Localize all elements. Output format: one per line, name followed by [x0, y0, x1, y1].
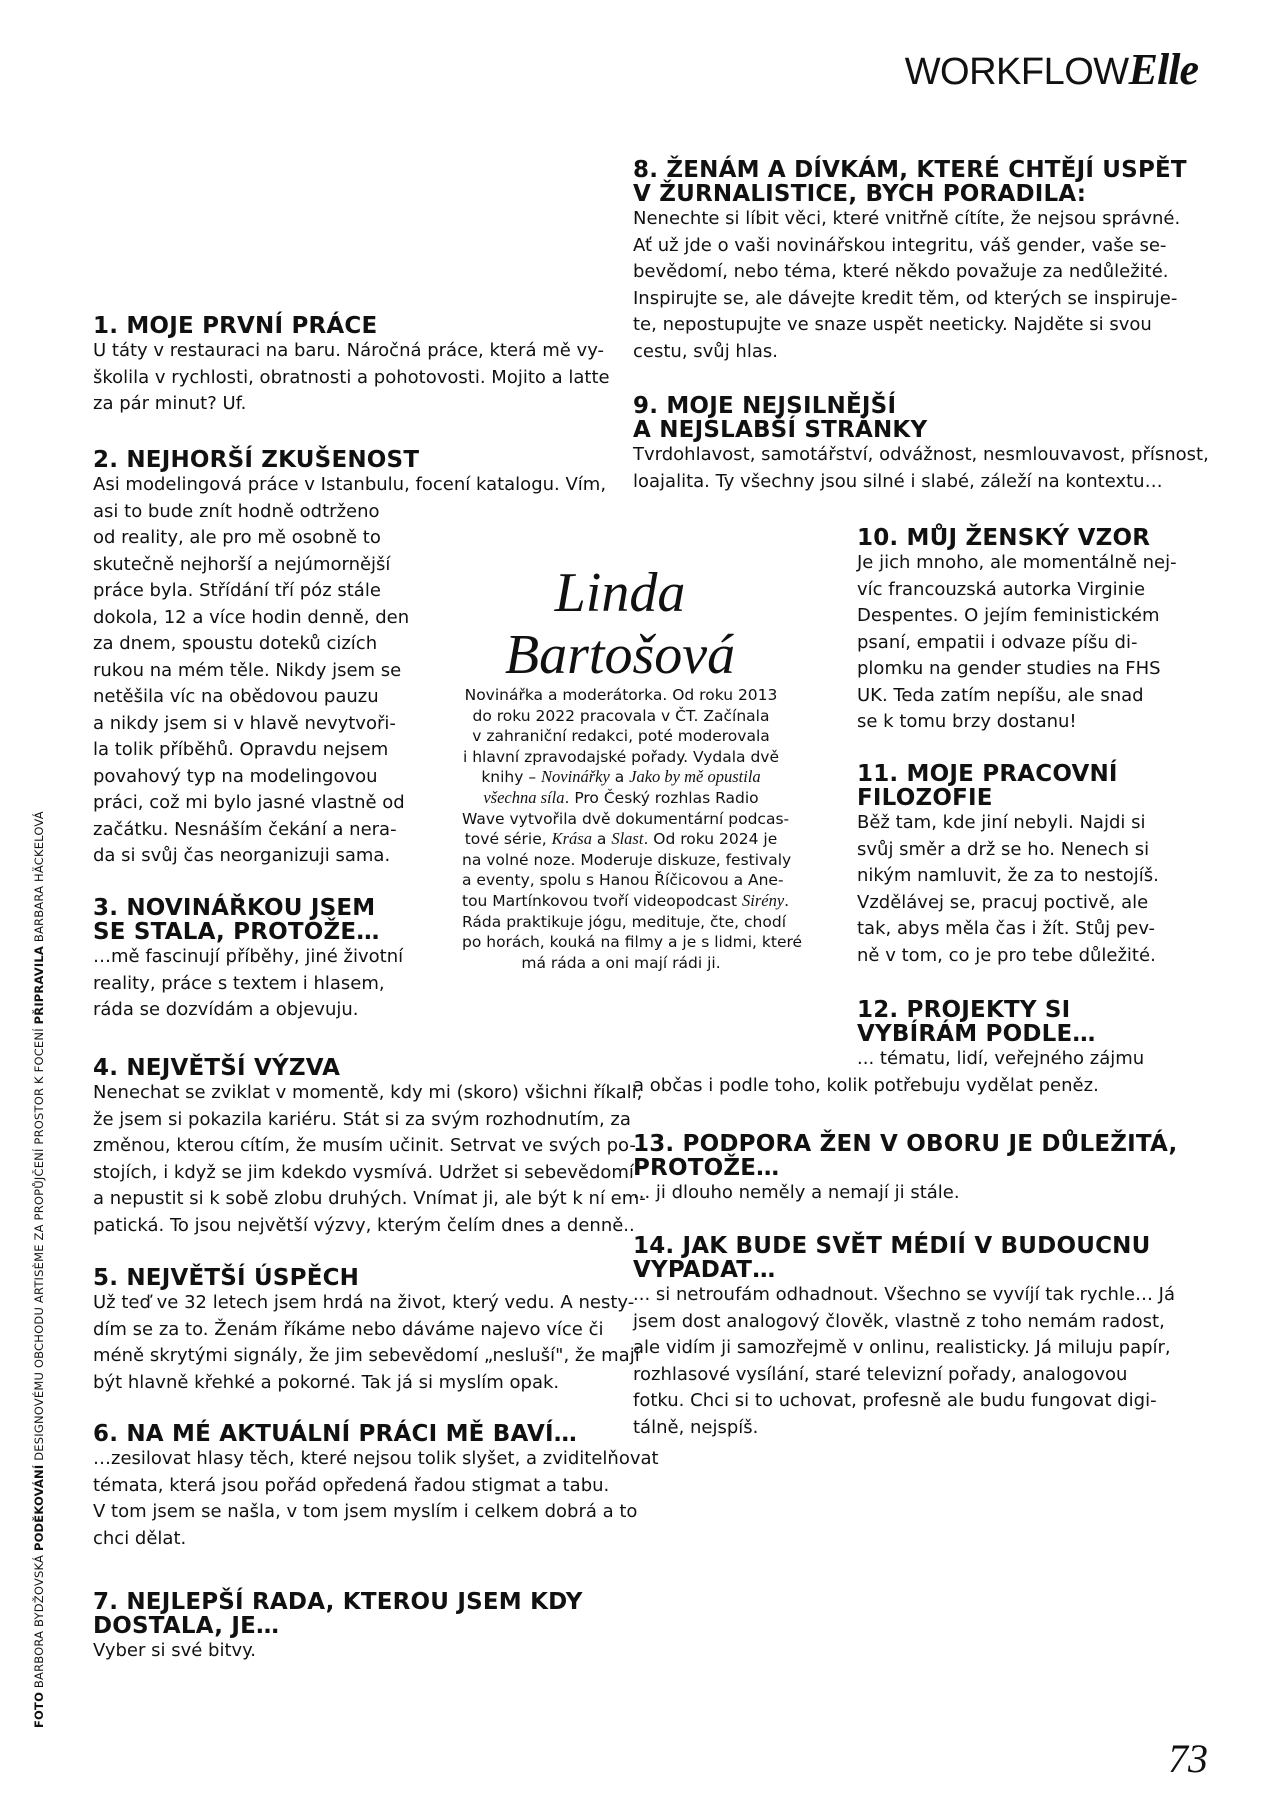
body-line: změnou, kterou cítím, že musím učinit. Setrvat ve svých po-	[93, 1135, 636, 1156]
body-line: méně skrytými signály, že jim sebevědomí „nesluší", že mají	[93, 1345, 640, 1366]
body-line: od reality, ale pro mě osobně to	[93, 527, 381, 548]
credit-foto-text: BARBORA BYDŽOVSKÁ	[32, 1551, 46, 1692]
bio-text: v zahraniční redakci, poté moderovala	[472, 727, 770, 746]
bio-title: Sirény	[742, 890, 785, 910]
heading-line: 8. ŽENÁM A DÍVKÁM, KTERÉ CHTĚJÍ USPĚT	[633, 157, 1187, 183]
section-heading	[93, 896, 403, 944]
bio-text: .	[784, 891, 790, 910]
section-body	[93, 1638, 583, 1665]
section-heading	[857, 998, 1144, 1046]
credit-prep-text: BARBARA HÄCKELOVÁ	[32, 811, 46, 946]
heading-line: VYPADAT…	[633, 1257, 776, 1283]
body-line: …zesilovat hlasy těch, které nejsou tolik slyšet, a zviditelňovat	[93, 1448, 659, 1469]
section-heading	[633, 158, 1187, 206]
body-line: la tolik příběhů. Opravdu nejsem	[93, 739, 389, 760]
section-11	[857, 762, 1159, 969]
body-line: tak, abys měla čas i žít. Stůj pev-	[857, 918, 1156, 939]
bio-line	[462, 932, 803, 953]
body-line: že jsem si pokazila kariéru. Stát si za svým rozhodnutím, za	[93, 1108, 631, 1130]
body-line: Despentes. O jejím feministickém	[857, 605, 1160, 626]
magazine-logo: Elle	[1128, 45, 1198, 94]
section-heading	[93, 314, 610, 338]
bio-line	[462, 912, 787, 933]
body-line: Nenechte si líbit věci, které vnitřně cítíte, že nejsou správné.	[633, 208, 1181, 229]
body-line: reality, práce s textem i hlasem,	[93, 972, 385, 994]
bio-line	[462, 890, 790, 912]
credit-prep-label: PŘIPRAVILA	[32, 945, 46, 1025]
bio-text: po horách, kouká na filmy a je s lidmi, které	[462, 933, 803, 952]
bio-line	[462, 809, 790, 830]
heading-line: 13. PODPORA ŽEN V OBORU JE DŮLEŽITÁ,	[633, 1131, 1178, 1157]
bio-line	[462, 788, 780, 809]
heading-line: 3. NOVINÁŘKOU JSEM	[93, 895, 376, 921]
body-line: Vyber si své bitvy.	[93, 1640, 256, 1661]
bio-text: tou Martínkovou tvoří videopodcast	[462, 891, 743, 910]
body-line: asi to bude znít hodně odtrženo	[93, 500, 380, 522]
section-14	[633, 1234, 1175, 1441]
heading-line: SE STALA, PROTOŽE…	[93, 919, 380, 945]
section-3	[93, 896, 403, 1024]
section-12	[633, 997, 1145, 1099]
bio-line	[462, 850, 792, 871]
bio-text: a	[591, 830, 612, 849]
body-line: ale vidím ji samozřejmě v onlinu, realisticky. Já miluju papír,	[633, 1337, 1171, 1358]
heading-line: DOSTALA, JE…	[93, 1613, 280, 1639]
bio-title: všechna síla	[483, 787, 565, 807]
body-line: dím se za to. Ženám říkáme nebo dáváme najevo více či	[93, 1318, 604, 1340]
heading-line: 5. NEJVĚTŠÍ ÚSPĚCH	[93, 1265, 360, 1291]
body-line: Vzdělávej se, pracuj poctivě, ale	[857, 891, 1149, 913]
body-line: UK. Teda zatím nepíšu, ale snad	[857, 684, 1144, 706]
heading-line: 9. MOJE NEJSILNĚJŠÍ	[633, 393, 897, 419]
bio-text: na volné noze. Moderuje diskuze, festivaly	[462, 850, 792, 869]
section-body	[633, 442, 1209, 495]
heading-line: 4. NEJVĚTŠÍ VÝZVA	[93, 1055, 341, 1081]
section-body	[93, 1290, 640, 1396]
section-body	[633, 206, 1187, 365]
heading-line: 12. PROJEKTY SI	[857, 997, 1071, 1023]
bio-line	[462, 953, 780, 974]
credit-thanks-text: DESIGNOVÉMU OBCHODU ARTISÈME ZA PROPŮJČENÍ PROSTOR K FOCENÍ	[32, 1024, 46, 1465]
body-line: ráda se dozvídám a objevuju.	[93, 999, 359, 1020]
body-line: se k tomu brzy dostanu!	[857, 711, 1077, 732]
body-line: a nikdy jsem si v hlavě nevytvoři-	[93, 712, 396, 734]
magazine-header	[905, 44, 1198, 95]
body-line: ... ji dlouho neměly a nemají ji stále.	[633, 1182, 960, 1203]
body-line: da si svůj čas neorganizuji sama.	[93, 845, 391, 866]
body-line: ... si netroufám odhadnout. Všechno se vyvíjí tak rychle… Já	[633, 1284, 1176, 1305]
section-heading	[93, 1266, 640, 1290]
section-5	[93, 1266, 640, 1396]
body-line: za pár minut? Uf.	[93, 393, 247, 414]
section-1	[93, 314, 610, 418]
section-body	[93, 944, 403, 1024]
section-heading	[93, 448, 606, 472]
body-line: Běž tam, kde jiní nebyli. Najdi si	[857, 812, 1146, 833]
heading-line: V ŽURNALISTICE, BYCH PORADILA:	[633, 181, 1087, 207]
section-body	[857, 810, 1159, 969]
section-body	[633, 1180, 1177, 1207]
profile-bio	[462, 685, 803, 973]
section-body	[857, 550, 1177, 736]
bio-text: . Od roku 2024 je	[643, 830, 778, 849]
heading-line: 1. MOJE PRVNÍ PRÁCE	[93, 313, 378, 339]
profile-name	[470, 562, 770, 686]
body-line: rozhlasové vysílání, staré televizní pořady, analogovou	[633, 1363, 1128, 1385]
body-line: jsem dost analogový člověk, vlastně z toho nemám radost,	[633, 1310, 1165, 1332]
body-line: Asi modelingová práce v Istanbulu, focení katalogu. Vím,	[93, 474, 607, 495]
bio-title: Novinářky	[541, 767, 610, 787]
profile-first-name: Linda	[554, 562, 686, 624]
body-line: loajalita. Ty všechny jsou silné i slabé, záleží na kontextu…	[633, 470, 1163, 492]
heading-line: VYBÍRÁM PODLE…	[857, 1021, 1096, 1047]
bio-text: do roku 2022 pracovala v ČT. Začínala	[472, 706, 770, 725]
bio-text: tové série,	[464, 830, 552, 849]
bio-text: . Pro Český rozhlas Radio	[564, 788, 759, 807]
section-4	[93, 1056, 646, 1239]
bio-text: Wave vytvořila dvě dokumentární podcas-	[462, 809, 790, 828]
body-line: ně v tom, co je pro tebe důležité.	[857, 944, 1156, 966]
body-line: Tvrdohlavost, samotářství, odvážnost, nesmlouvavost, přísnost,	[633, 444, 1209, 465]
body-line: nikým namluvit, že za to nestojíš.	[857, 865, 1159, 886]
page-number: 73	[1168, 1736, 1208, 1781]
body-line: témata, která jsou pořád opředená řadou stigmat a tabu.	[93, 1474, 610, 1496]
bio-line	[462, 870, 784, 891]
bio-title: Jako by mě opustila	[629, 767, 761, 787]
heading-line: 10. MŮJ ŽENSKÝ VZOR	[857, 525, 1151, 551]
bio-text: a	[609, 768, 630, 787]
section-heading	[93, 1590, 583, 1638]
body-line: Inspirujte se, ale dávejte kredit těm, od kterých se inspiruje-	[633, 287, 1178, 309]
section-8	[633, 158, 1187, 365]
body-line: U táty v restauraci na baru. Náročná práce, která mě vy-	[93, 340, 605, 361]
body-line: za dnem, spoustu doteků cizích	[93, 633, 378, 654]
bio-text: má ráda a oni mají rádi ji.	[521, 953, 721, 972]
body-line: te, nepostupujte ve snaze uspět neeticky. Najděte si svou	[633, 314, 1152, 335]
section-body	[93, 1080, 646, 1239]
bio-line	[462, 747, 780, 768]
bio-title: Slast	[611, 829, 644, 849]
body-line: a občas i podle toho, kolik potřebuju vydělat peněz.	[633, 1074, 1099, 1096]
heading-line: 2. NEJHORŠÍ ZKUŠENOST	[93, 447, 420, 473]
body-line: cestu, svůj hlas.	[633, 340, 778, 362]
bio-text: i hlavní zpravodajské pořady. Vydala dvě	[462, 747, 780, 766]
body-line: začátku. Nesnáším čekání a nera-	[93, 818, 397, 840]
body-line: práci, což mi bylo jasné vlastně od	[93, 792, 405, 813]
section-heading	[93, 1422, 659, 1446]
heading-line: 14. JAK BUDE SVĚT MÉDIÍ V BUDOUCNU	[633, 1233, 1151, 1259]
profile-last-name: Bartošová	[504, 624, 736, 686]
body-line: patická. To jsou největší výzvy, kterým čelím dnes a denně..	[93, 1214, 635, 1236]
bio-title: Krása	[551, 829, 592, 849]
section-body	[633, 1282, 1175, 1441]
body-line: V tom jsem se našla, v tom jsem myslím i celkem dobrá a to	[93, 1501, 638, 1522]
heading-line: A NEJSLABŠÍ STRÁNKY	[633, 417, 928, 443]
body-line: práce byla. Střídání tří póz stále	[93, 580, 381, 601]
body-line: dokola, 12 a více hodin denně, den	[93, 606, 410, 628]
section-body	[93, 338, 610, 418]
section-label: WORKFLOW	[904, 51, 1129, 93]
body-line: být hlavně křehké a pokorné. Tak já si myslím opak.	[93, 1371, 560, 1393]
body-line: Už teď ve 32 letech jsem hrdá na život, který vedu. A nesty-	[93, 1292, 635, 1313]
section-heading	[633, 394, 1209, 442]
body-line: Je jich mnoho, ale momentálně nej-	[857, 552, 1177, 573]
body-line: plomku na gender studies na FHS	[857, 658, 1161, 679]
section-body	[93, 1446, 659, 1552]
body-line: bevědomí, nebo téma, které někdo považuje za nedůležité.	[633, 261, 1169, 282]
bio-line	[462, 685, 780, 706]
bio-line	[462, 767, 780, 788]
body-line: netěšila víc na obědovou pauzu	[93, 686, 379, 707]
section-heading	[633, 1132, 1177, 1180]
body-line: chci dělat.	[93, 1527, 187, 1549]
section-10	[857, 526, 1177, 736]
photo-credit	[32, 811, 46, 1728]
section-heading	[857, 526, 1177, 550]
body-line: školila v rychlosti, obratnosti a pohotovosti. Mojito a latte	[93, 366, 610, 388]
credit-thanks-label: PODĚKOVÁNÍ	[32, 1464, 46, 1552]
bio-text: knihy –	[481, 768, 542, 787]
section-13	[633, 1132, 1177, 1207]
heading-line: 11. MOJE PRACOVNÍ	[857, 761, 1118, 787]
body-line: psaní, empatii i odvaze píšu di-	[857, 631, 1138, 653]
heading-line: 6. NA MÉ AKTUÁLNÍ PRÁCI MĚ BAVÍ…	[93, 1421, 577, 1447]
body-line: Nenechat se zviklat v momentě, kdy mi (skoro) všichni říkali,	[93, 1082, 643, 1103]
bio-text: Novinářka a moderátorka. Od roku 2013	[464, 686, 778, 704]
body-line: fotku. Chci si to uchovat, profesně ale budu fungovat digi-	[633, 1390, 1157, 1411]
body-line: tálně, nejspíš.	[633, 1416, 759, 1438]
body-line: skutečně nejhorší a nejúmornější	[93, 553, 391, 575]
body-line: ... tématu, lidí, veřejného zájmu	[857, 1048, 1145, 1069]
heading-line: PROTOŽE…	[633, 1155, 780, 1181]
bio-line	[462, 706, 780, 727]
section-9	[633, 394, 1209, 495]
section-6	[93, 1422, 659, 1552]
body-line: víc francouzská autorka Virginie	[857, 578, 1146, 600]
body-line: svůj směr a drž se ho. Nenech si	[857, 838, 1150, 860]
section-heading	[633, 1234, 1175, 1282]
body-line: povahový typ na modelingovou	[93, 765, 378, 787]
body-line: rukou na mém těle. Nikdy jsem se	[93, 659, 402, 681]
section-7	[93, 1590, 583, 1665]
heading-line: 7. NEJLEPŠÍ RADA, KTEROU JSEM KDY	[93, 1589, 583, 1615]
bio-line	[462, 726, 780, 747]
section-heading	[93, 1056, 646, 1080]
credit-foto-label: FOTO	[32, 1691, 46, 1728]
body-line: …mě fascinují příběhy, jiné životní	[93, 946, 404, 967]
section-body	[633, 1046, 1145, 1099]
bio-text: Ráda praktikuje jógu, medituje, čte, chodí	[462, 912, 787, 931]
bio-line	[462, 829, 780, 850]
bio-text: a eventy, spolu s Hanou Říčicovou a Ane-	[462, 871, 784, 890]
heading-line: FILOZOFIE	[857, 785, 993, 811]
section-heading	[857, 762, 1159, 810]
body-line: stojích, i když se jim kdekdo vysmívá. Udržet si sebevědomí	[93, 1161, 634, 1183]
body-line: a nepustit si k sobě zlobu druhých. Vnímat ji, ale být k ní em-	[93, 1188, 646, 1209]
body-line: Ať už jde o vaši novinářskou integritu, váš gender, vaše se-	[633, 234, 1167, 256]
